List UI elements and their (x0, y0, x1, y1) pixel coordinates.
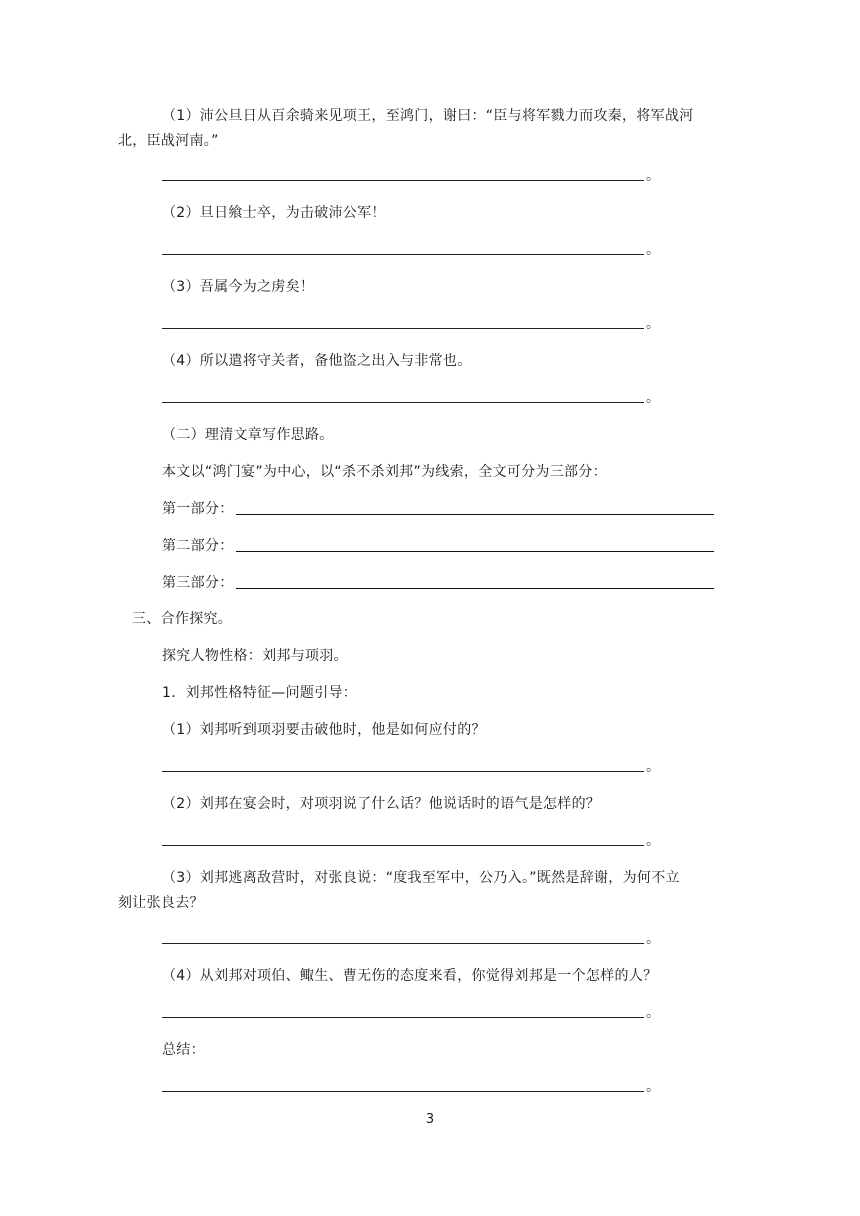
blank-end-mark: 。 (646, 759, 660, 775)
answer-blank-2[interactable] (162, 254, 644, 255)
blank-end-mark: 。 (646, 242, 660, 258)
q1-2: （2）旦日飨士卒，为击破沛公军！ (162, 205, 386, 221)
section3-heading: 三、合作探究。 (132, 611, 233, 627)
s3-q1: （1）刘邦听到项羽要击破他时，他是如何应付的？ (162, 722, 486, 738)
answer-blank-7[interactable] (162, 943, 644, 944)
page-number: 3 (425, 1112, 435, 1127)
blank-end-mark: 。 (646, 390, 660, 406)
s3-q4: （4）从刘邦对项伯、鲰生、曹无伤的态度来看，你觉得刘邦是一个怎样的人？ (162, 968, 658, 984)
section3-item1: 1．刘邦性格特征—问题引导： (162, 685, 358, 701)
blank-end-mark: 。 (646, 1005, 660, 1021)
q1-3: （3）吾属今为之虏矣！ (162, 279, 315, 295)
answer-blank-3[interactable] (162, 328, 644, 329)
answer-blank-4[interactable] (162, 402, 644, 403)
part3-blank[interactable] (236, 588, 714, 589)
part3-label: 第三部分： (162, 575, 234, 591)
blank-end-mark: 。 (646, 931, 660, 947)
s3-q3-line2: 刻让张良去？ (118, 895, 204, 911)
answer-blank-5[interactable] (162, 771, 644, 772)
q1-1-line1: （1）沛公旦日从百余骑来见项王，至鸿门，谢曰：“臣与将军戮力而攻秦，将军战河 (162, 108, 694, 124)
part1-label: 第一部分： (162, 501, 234, 517)
summary-label: 总结： (162, 1042, 205, 1058)
answer-blank-1[interactable] (162, 180, 644, 181)
answer-blank-9[interactable] (162, 1091, 644, 1092)
blank-end-mark: 。 (646, 1079, 660, 1095)
section2-intro: 本文以“鸿门宴”为中心，以“杀不杀刘邦”为线索，全文可分为三部分： (162, 464, 607, 480)
s3-q2: （2）刘邦在宴会时，对项羽说了什么话？他说话时的语气是怎样的？ (162, 796, 601, 812)
blank-end-mark: 。 (646, 833, 660, 849)
part1-blank[interactable] (236, 514, 714, 515)
s3-q3-line1: （3）刘邦逃离敌营时，对张良说：“度我至军中，公乃入。”既然是辞谢，为何不立 (162, 870, 680, 886)
q1-4: （4）所以遣将守关者，备他盗之出入与非常也。 (162, 353, 472, 369)
part2-blank[interactable] (236, 551, 714, 552)
answer-blank-8[interactable] (162, 1017, 644, 1018)
blank-end-mark: 。 (646, 168, 660, 184)
blank-end-mark: 。 (646, 316, 660, 332)
q1-1-line2: 北，臣战河南。” (118, 133, 219, 149)
part2-label: 第二部分： (162, 538, 234, 554)
section2-heading: （二）理清文章写作思路。 (162, 427, 334, 443)
section3-sub: 探究人物性格：刘邦与项羽。 (162, 648, 348, 664)
answer-blank-6[interactable] (162, 845, 644, 846)
